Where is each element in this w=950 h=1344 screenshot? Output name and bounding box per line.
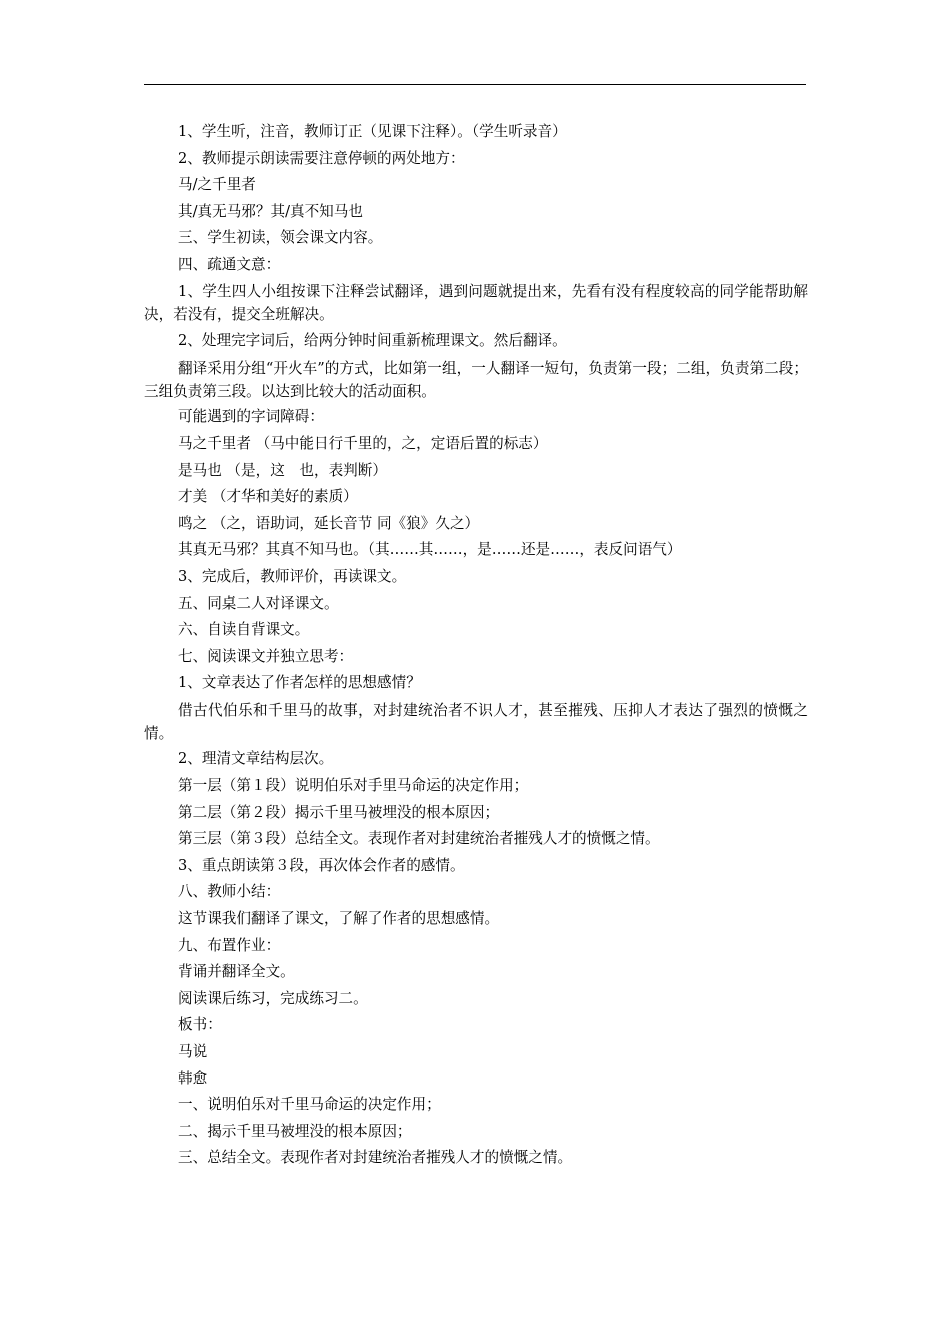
- paragraph: 九、布置作业：: [178, 936, 281, 954]
- paragraph: 才美 （才华和美好的素质）: [178, 488, 358, 506]
- paragraph: 3、重点朗读第３段，再次体会作者的感情。: [178, 856, 465, 874]
- paragraph: 可能遇到的字词障碍：: [178, 408, 324, 426]
- paragraph: 是马也 （是，这 也，表判断）: [178, 461, 387, 479]
- paragraph: 1、学生听，注音，教师订正（见课下注释）。（学生听录音）: [178, 123, 567, 140]
- paragraph: 背诵并翻译全文。: [178, 963, 295, 981]
- paragraph: 鸣之 （之，语助词，延长音节 同《狼》久之）: [178, 514, 480, 532]
- paragraph: 借古代伯乐和千里马的故事，对封建统治者不识人才，甚至摧残、压抑人才表达了强烈的愤慨之情。: [144, 701, 808, 742]
- paragraph: 第一层（第１段）说明伯乐对手里马命运的决定作用；: [178, 777, 529, 795]
- paragraph: 1、学生四人小组按课下注释尝试翻译，遇到问题就提出来，先看有没有程度较高的同学能帮助解决，若没有，提交全班解决。: [144, 283, 808, 324]
- paragraph: 马/之千里者: [178, 176, 256, 194]
- paragraph: 2、处理完字词后，给两分钟时间重新梳理课文。然后翻译。: [178, 332, 567, 350]
- paragraph: 韩愈: [178, 1069, 208, 1087]
- paragraph: 六、自读自背课文。: [178, 621, 310, 639]
- paragraph: 一、说明伯乐对千里马命运的决定作用；: [178, 1096, 441, 1114]
- paragraph: 2、理清文章结构层次。: [178, 750, 334, 768]
- paragraph: 第三层（第３段）总结全文。表现作者对封建统治者摧残人才的愤慨之情。: [178, 830, 660, 848]
- paragraph: 1、文章表达了作者怎样的思想感情？: [178, 674, 421, 692]
- paragraph: 四、疏通文意：: [178, 255, 281, 273]
- paragraph: 马说: [178, 1043, 208, 1060]
- paragraph: 其真无马邪？其真不知马也。（其……其……，是……还是……，表反问语气）: [178, 541, 682, 559]
- paragraph: 阅读课后练习，完成练习二。: [178, 989, 368, 1007]
- paragraph: 五、同桌二人对译课文。: [178, 594, 339, 612]
- paragraph: 板书：: [178, 1016, 222, 1034]
- paragraph: 翻译采用分组“开火车”的方式，比如第一组，一人翻译一短句，负责第一段；二组，负责第二段；三组负责第三段。以达到比较大的活动面积。: [144, 359, 808, 400]
- document-body: [144, 119, 808, 1172]
- header-rule: [144, 84, 806, 85]
- paragraph: 其/真无马邪？其/真不知马也: [178, 202, 363, 220]
- paragraph: 3、完成后，教师评价，再读课文。: [178, 567, 407, 585]
- paragraph: 七、阅读课文并独立思考：: [178, 647, 354, 665]
- paragraph: 马之千里者 （马中能日行千里的，之，定语后置的标志）: [178, 434, 548, 452]
- paragraph: 2、教师提示朗读需要注意停顿的两处地方：: [178, 149, 465, 167]
- paragraph: 三、总结全文。表现作者对封建统治者摧残人才的愤慨之情。: [178, 1149, 573, 1167]
- paragraph: 二、揭示千里马被埋没的根本原因；: [178, 1122, 412, 1140]
- paragraph: 第二层（第２段）揭示千里马被埋没的根本原因；: [178, 803, 500, 821]
- paragraph: 这节课我们翻译了课文，了解了作者的思想感情。: [178, 910, 500, 928]
- paragraph: 八、教师小结：: [178, 883, 281, 901]
- paragraph: 三、学生初读，领会课文内容。: [178, 229, 383, 247]
